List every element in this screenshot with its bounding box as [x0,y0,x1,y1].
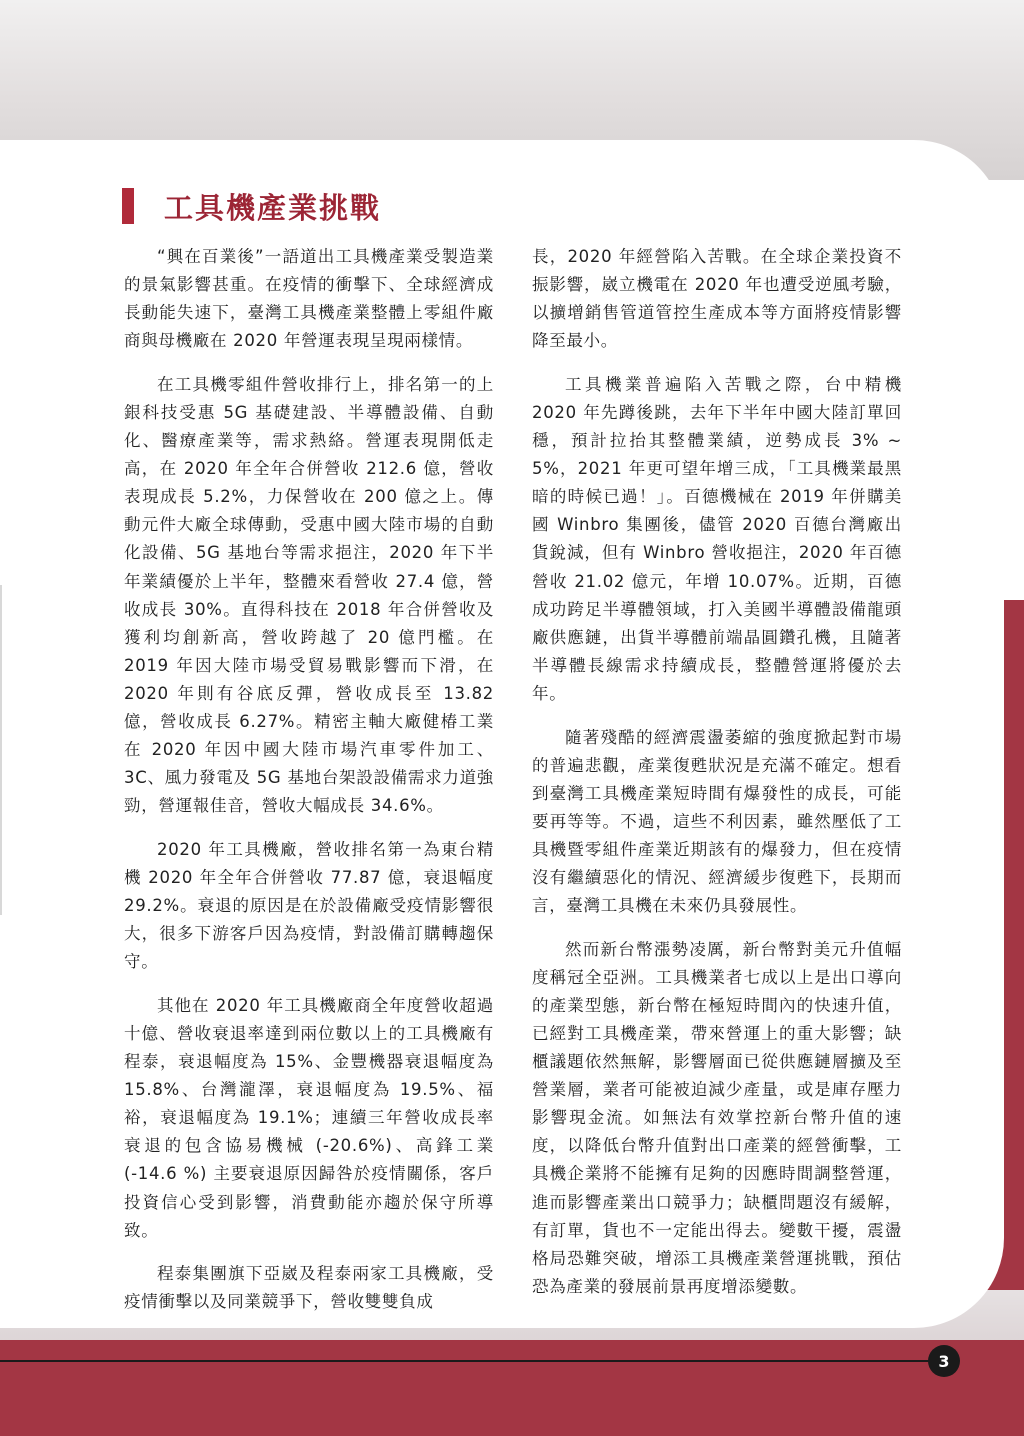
paragraph: 然而新台幣漲勢凌厲，新台幣對美元升值幅度稱冠全亞洲。工具機業者七成以上是出口導向的產業型態，新台幣在極短時間內的快速升值，已經對工具機產業，帶來營運上的重大影響；缺櫃議題依然無解，影響層面已從供應鏈層擴及至營業層，業者可能被迫減少產量，或是庫存壓力影響現金流。如無法有效掌控新台幣升值的速度，以降低台幣升值對出口產業的經營衝擊，工具機企業將不能擁有足夠的因應時間調整營運，進而影響產業出口競爭力；缺櫃問題沒有緩解，有訂單，貨也不一定能出得去。變數干擾，震盪格局恐難突破，增添工具機產業營運挑戰，預估恐為產業的發展前景再度增添變數。 [532,939,902,1296]
page-number-badge: 3 [928,1345,960,1377]
page-title: 工具機產業挑戰 [164,190,382,225]
left-text-column [124,243,494,1332]
paragraph: “興在百業後”一語道出工具機產業受製造業的景氣影響甚重。在疫情的衝擊下、全球經濟成長動能失速下，臺灣工具機產業整體上零組件廠商與母機廠在 2020 年營運表現呈現兩樣情。 [124,247,494,351]
paragraph: 在工具機零組件營收排行上，排名第一的上銀科技受惠 5G 基礎建設、半導體設備、自動化、醫療產業等，需求熱絡。營運表現開低走高，在 2020 年全年合併營收 212.6 億，營收表現成長 5.2%，力保營收在 200 億之上。傳動元件大廠全球傳動，受惠中國大陸市場的自動化設備、5G 基地台等需求挹注，2020 年下半年業績優於上半年，整體來看營收 27.4 億，營收成長 30%。直得科技在 2018 年合併營收及獲利均創新高，營收跨越了 20 億門檻。在 2019 年因大陸市場受貿易戰影響而下滑，在 2020 年則有谷底反彈，營收成長至 13.82 億，營收成長 6.27%。精密主軸大廠健椿工業在 2020 年因中國大陸市場汽車零件加工、3C、風力發電及 5G 基地台架設設備需求力道強勁，營運報佳音，營收大幅成長 34.6%。 [124,374,494,816]
section-header [122,186,381,226]
paragraph-continued: 長，2020 年經營陷入苦戰。在全球企業投資不振影響，崴立機電在 2020 年也遭受逆風考驗，以擴增銷售管道管控生產成本等方面將疫情影響降至最小。 [532,247,902,351]
paragraph: 其他在 2020 年工具機廠商全年度營收超過十億、營收衰退率達到兩位數以上的工具機廠有程泰，衰退幅度為 15%、金豐機器衰退幅度為 15.8%、台灣瀧澤，衰退幅度為 19.5%、福裕，衰退幅度為 19.1%；連續三年營收成長率衰退的包含協易機械 (-20.6%)、高鋒工業 (-14.6 %) 主要衰退原因歸咎於疫情關係，客戶投資信心受到影響，消費動能亦趨於保守所導致。 [124,995,494,1240]
paragraph: 隨著殘酷的經濟震盪萎縮的強度掀起對市場的普遍悲觀，產業復甦狀況是充滿不確定。想看到臺灣工具機產業短時間有爆發性的成長，可能要再等等。不過，這些不利因素，雖然壓低了工具機暨零組件產業近期該有的爆發力，但在疫情沒有繼續惡化的情況、經濟緩步復甦下，長期而言，臺灣工具機在未來仍具發展性。 [532,727,902,916]
paragraph: 工具機業普遍陷入苦戰之際，台中精機 2020 年先蹲後跳，去年下半年中國大陸訂單回穩，預計拉抬其整體業績，逆勢成長 3% ~ 5%，2021 年更可望年增三成，「工具機業最黑暗的時候已過！」。百德機械在 2019 年併購美國 Winbro 集團後，儘管 2020 百德台灣廠出貨銳減，但有 Winbro 營收挹注，2020 年百德營收 21.02 億元，年增 10.07%。近期，百德成功跨足半導體領域，打入美國半導體設備龍頭廠供應鏈，出貨半導體前端晶圓鑽孔機，且隨著半導體長線需求持續成長，整體營運將優於去年。 [532,374,902,703]
right-text-column [532,243,902,1316]
paragraph: 程泰集團旗下亞崴及程泰兩家工具機廠，受疫情衝擊以及同業競爭下，營收雙雙負成 [124,1264,494,1312]
left-edge-divider [0,585,2,915]
paragraph: 2020 年工具機廠，營收排名第一為東台精機 2020 年全年合併營收 77.87 億，衰退幅度 29.2%。衰退的原因是在於設備廠受疫情影響很大，很多下游客戶因為疫情，對設備訂購轉趨保守。 [124,839,494,972]
footer-rule [0,1360,958,1362]
title-accent-bar [122,188,134,224]
bottom-maroon-band [0,1340,1024,1436]
